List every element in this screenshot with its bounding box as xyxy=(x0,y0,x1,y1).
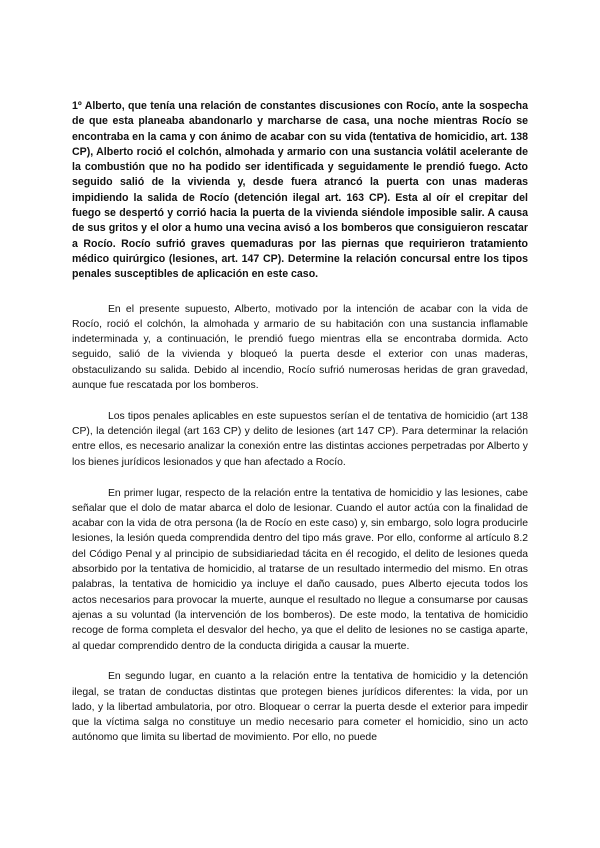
answer-paragraph: En segundo lugar, en cuanto a la relación entre la tentativa de homicidio y la detención ilegal, se tratan de conductas distintas que protegen bienes jurídicos diferentes: la vida, por un lado, y la libertad ambulatoria, por otro. Bloquear o cerrar la puerta desde el exterior para impedir que la víctima salga no constituye un medio necesario para cometer el homicidio, sino un acto autónomo que limita su libertad de movimiento. Por ello, no puede xyxy=(72,671,528,744)
answer-paragraph: En primer lugar, respecto de la relación entre la tentativa de homicidio y las lesiones, cabe señalar que el dolo de matar abarca el dolo de lesionar. Cuando el autor actúa con la finalidad de acabar con la vida de otra persona (la de Rocío en este caso) y, sin embargo, solo logra producirle lesiones, la lesión queda comprendida dentro del tipo más grave. Por ello, conforme al artículo 8.2 del Código Penal y al principio de subsidiariedad tácita en él recogido, el delito de lesiones queda absorbido por la tentativa de homicidio, al tratarse de un resultado intermedio del mismo. En otras palabras, la tentativa de homicidio ya incluye el daño causado, pues Alberto ejecuta todos los actos necesarios para provocar la muerte, aunque el resultado no llegue a consumarse por causas ajenas a su voluntad (la intervención de los bomberos). De este modo, la tentativa de homicidio recoge de forma completa el desvalor del hecho, ya que el delito de lesiones no se castiga aparte, al quedar comprendido dentro de la conducta dirigida a causar la muerte. xyxy=(72,487,528,652)
answer-paragraph: Los tipos penales aplicables en este supuestos serían el de tentativa de homicidio (art 138 CP), la detención ilegal (art 163 CP) y delito de lesiones (art 147 CP). Para determinar la relación entre ellos, es necesario analizar la conexión entre las distintas acciones perpetradas por Alberto y los bienes jurídicos lesionados y que han afectado a Rocío. xyxy=(72,410,528,468)
document-page xyxy=(72,99,528,761)
case-statement: 1º Alberto, que tenía una relación de constantes discusiones con Rocío, ante la sospecha de que esta planeaba abandonarlo y marcharse de casa, una noche mientras Rocío se encontraba en la cama y con ánimo de acabar con su vida (tentativa de homicidio, art. 138 CP), Alberto roció el colchón, almohada y armario con una sustancia volátil acelerante de la combustión que no ha podido ser identificada y seguidamente le prendió fuego. Acto seguido salió de la vivienda y, desde fuera atrancó la puerta con unas maderas impidiendo la salida de Rocío (detención ilegal art. 163 CP). Esta al oír el crepitar del fuego se despertó y corrió hacia la puerta de la vivienda siéndole imposible salir. A causa de sus gritos y el olor a humo una vecina avisó a los bomberos que consiguieron rescatar a Rocío. Rocío sufrió graves quemaduras por las piernas que requirieron tratamiento médico quirúrgico (lesiones, art. 147 CP). Determine la relación concursal entre los tipos penales susceptibles de aplicación en este caso. xyxy=(72,100,528,281)
answer-paragraph: En el presente supuesto, Alberto, motivado por la intención de acabar con la vida de Rocío, roció el colchón, la almohada y armario de su habitación con una sustancia inflamable indeterminada y, a continuación, le prendió fuego mientras ella se encontraba dormida. Acto seguido, salió de la vivienda y bloqueó la puerta desde el exterior con unas maderas, obstaculizando su salida. Debido al incendio, Rocío sufrió numerosas heridas de gran gravedad, aunque fue rescatada por los bomberos. xyxy=(72,303,528,392)
